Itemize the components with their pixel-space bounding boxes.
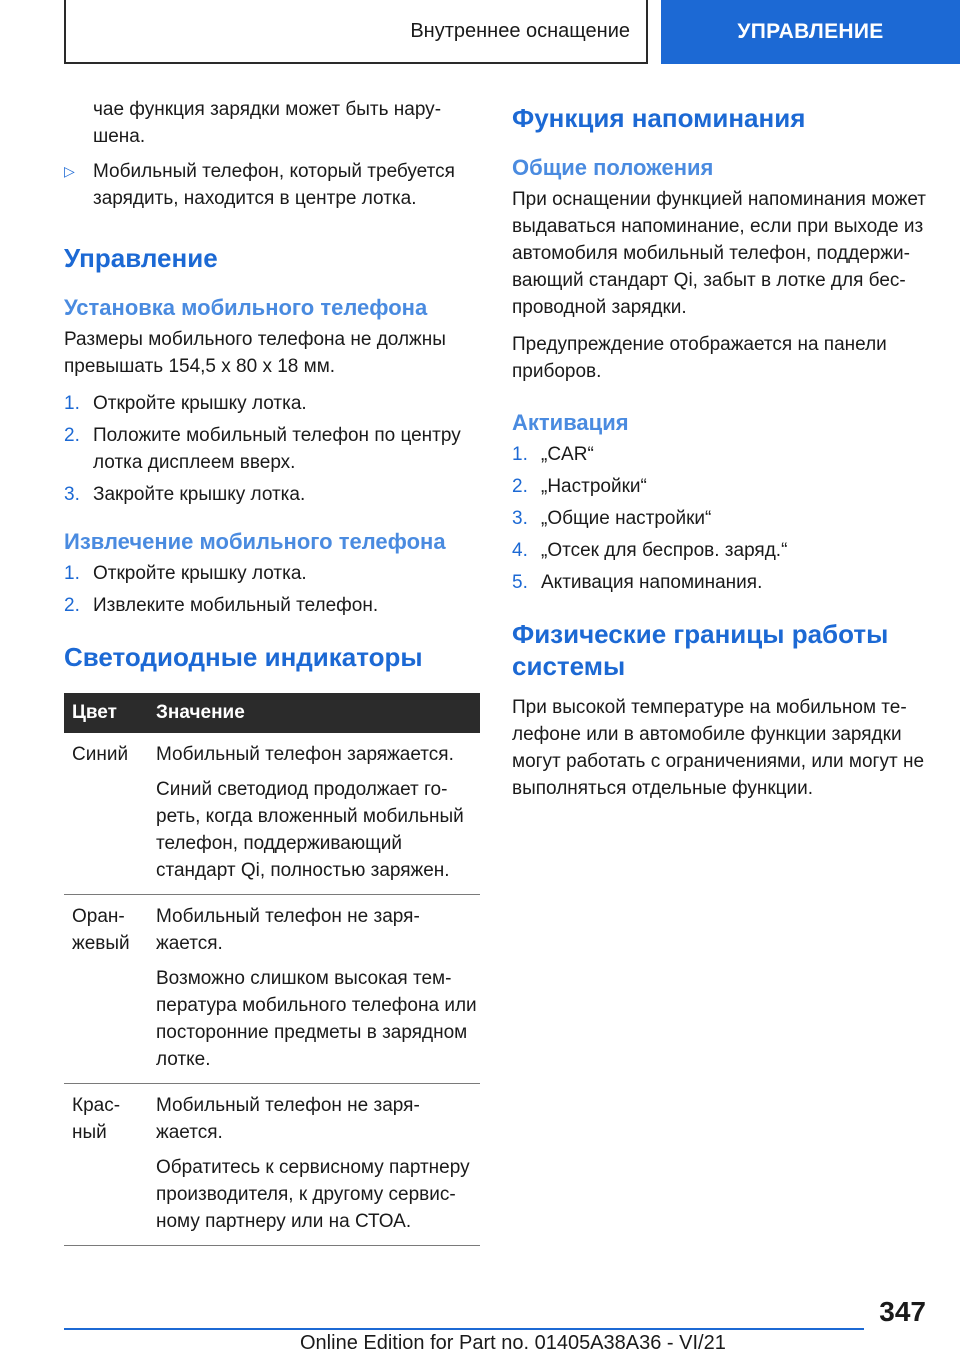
left-column xyxy=(64,96,480,1246)
heading-remove-phone: Извлечение мобильного телефона xyxy=(64,529,446,554)
header-chapter-tab xyxy=(661,0,960,64)
list-item xyxy=(64,422,480,476)
step-text: „CAR“ xyxy=(541,444,594,465)
meaning-line: Синий светодиод продолжает гореть, когда вложенный мобильный телефон, поддерживающий стандарт Qi, полностью заряжен. xyxy=(156,779,464,881)
list-item-text: Мобильный телефон, который требуется зарядить, находится в центре лотка. xyxy=(93,161,455,209)
list-item xyxy=(64,592,480,619)
install-steps xyxy=(64,390,480,508)
meaning-line: Мобильный телефон заряжается. xyxy=(156,744,454,765)
list-item xyxy=(512,537,928,564)
table-row xyxy=(64,1084,480,1246)
meaning-line: Мобильный телефон не заряжается. xyxy=(156,906,420,954)
general-text-1: При оснащении функцией напоминания может выдаваться напоминание, если при выходе из автомобиля мобильный телефон, поддерживающий стандарт Qi, забыт в лотке для беспроводной зарядки. xyxy=(512,189,926,318)
meaning-line: Возможно слишком высокая температура мобильного телефона или посторонние предметы в зарядном лотке. xyxy=(156,968,477,1070)
step-number: 3. xyxy=(512,508,528,529)
step-text: „Настройки“ xyxy=(541,476,647,497)
continued-text: чае функция зарядки может быть нарушена. xyxy=(93,99,442,147)
led-table xyxy=(64,693,480,1246)
step-number: 1. xyxy=(64,393,80,414)
limits-text: При высокой температуре на мобильном телефоне или в автомобиле функции зарядки могут работать с ограничениями, или могут не выполняться отдельные функции. xyxy=(512,697,925,799)
header-chapter-title: УПРАВЛЕНИЕ xyxy=(737,20,884,43)
step-number: 3. xyxy=(64,484,80,505)
column-header-color: Цвет xyxy=(64,693,148,733)
cell-meaning xyxy=(148,733,480,895)
cell-meaning xyxy=(148,895,480,1084)
step-text: Откройте крышку лотка. xyxy=(93,393,307,414)
step-number: 5. xyxy=(512,572,528,593)
remove-steps xyxy=(64,560,480,619)
header-section-title: Внутреннее оснащение xyxy=(410,19,630,42)
table-row xyxy=(64,895,480,1084)
step-text: Активация напоминания. xyxy=(541,572,763,593)
heading-activation: Активация xyxy=(512,410,629,435)
list-item xyxy=(512,441,928,468)
list-item xyxy=(512,569,928,596)
list-item xyxy=(64,158,480,212)
right-column xyxy=(512,96,928,812)
table-row xyxy=(64,733,480,895)
cell-color: Красный xyxy=(64,1084,148,1246)
step-number: 4. xyxy=(512,540,528,561)
heading-led-indicators: Светодиодные индикаторы xyxy=(64,642,423,672)
meaning-line: Мобильный телефон не заряжается. xyxy=(156,1095,420,1143)
list-item xyxy=(64,481,480,508)
footer-divider xyxy=(64,1328,864,1330)
table-header-row xyxy=(64,693,480,733)
cell-meaning xyxy=(148,1084,480,1246)
step-number: 1. xyxy=(512,444,528,465)
step-number: 2. xyxy=(64,595,80,616)
heading-control: Управление xyxy=(64,243,218,273)
list-item xyxy=(64,560,480,587)
heading-general: Общие положения xyxy=(512,155,714,180)
meaning-line: Обратитесь к сервисному партнеру производителя, к другому сервисному партнеру или на СТОА. xyxy=(156,1157,470,1232)
general-text-2: Предупреждение отображается на панели приборов. xyxy=(512,334,887,382)
list-item xyxy=(512,505,928,532)
step-text: „Отсек для беспров. заряд.“ xyxy=(541,540,788,561)
step-text: Извлеките мобильный телефон. xyxy=(93,595,379,616)
step-number: 2. xyxy=(512,476,528,497)
list-item xyxy=(512,473,928,500)
heading-reminder-function: Функция напоминания xyxy=(512,103,806,133)
cell-color: Оранжевый xyxy=(64,895,148,1084)
step-text: „Общие настройки“ xyxy=(541,508,712,529)
triangle-bullet-icon: ▷ xyxy=(64,163,75,179)
step-text: Откройте крышку лотка. xyxy=(93,563,307,584)
heading-system-limits: Физические границы работы системы xyxy=(512,619,889,681)
list-item xyxy=(64,390,480,417)
heading-install-phone: Установка мобильного телефона xyxy=(64,295,428,320)
step-number: 2. xyxy=(64,425,80,446)
step-number: 1. xyxy=(64,563,80,584)
step-text: Положите мобильный телефон по центру лотка дисплеем вверх. xyxy=(93,425,461,473)
cell-color: Синий xyxy=(64,733,148,895)
step-text: Закройте крышку лотка. xyxy=(93,484,306,505)
footer-edition: Online Edition for Part no. 01405A38A36 - VI/21 xyxy=(300,1332,726,1354)
column-header-meaning: Значение xyxy=(148,693,480,733)
activation-steps xyxy=(512,441,928,596)
header-section-box xyxy=(64,0,648,64)
install-text: Размеры мобильного телефона не должны превышать 154,5 x 80 x 18 мм. xyxy=(64,329,446,377)
page-number: 347 xyxy=(879,1296,926,1327)
